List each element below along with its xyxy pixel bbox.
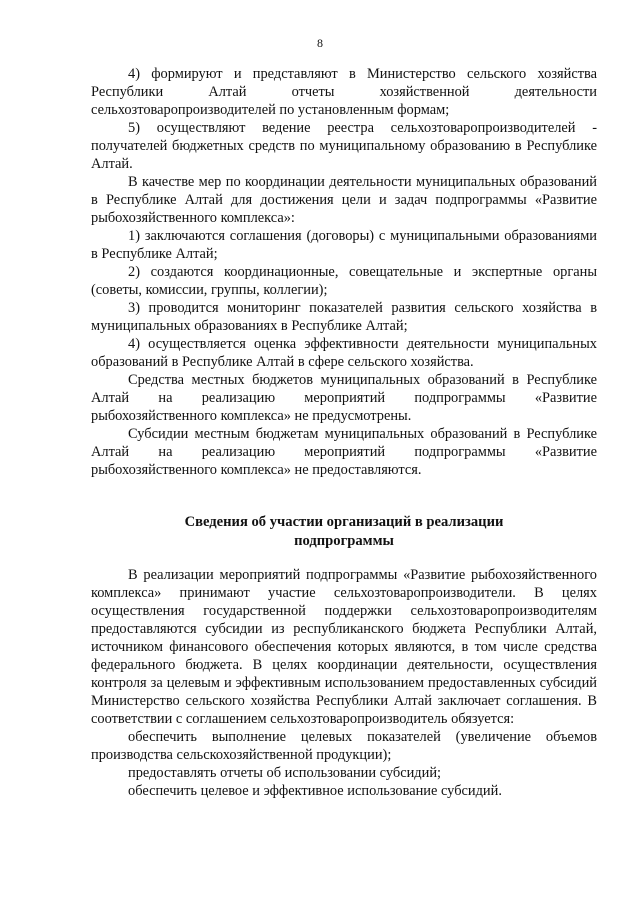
- paragraph: Средства местных бюджетов муниципальных образований в Республике Алтай на реализацию мероприятий подпрограммы «Развитие рыбохозяйственного комплекса» не предусмотрены.: [91, 372, 597, 424]
- paragraph: 2) создаются координационные, совещательные и экспертные органы (советы, комиссии, группы, коллегии);: [91, 264, 597, 298]
- paragraph: предоставлять отчеты об использовании субсидий;: [128, 765, 442, 781]
- paragraph: обеспечить выполнение целевых показателей (увеличение объемов производства сельскохозяйственной продукции);: [91, 729, 597, 763]
- section-heading: Сведения об участии организаций в реализации подпрограммы: [184, 514, 504, 549]
- paragraph: 4) осуществляется оценка эффективности деятельности муниципальных образований в Республике Алтай в сфере сельского хозяйства.: [91, 336, 597, 370]
- page-number: 8: [317, 36, 323, 50]
- paragraph: В реализации мероприятий подпрограммы «Развитие рыбохозяйственного комплекса» принимают участие сельхозтоваропроизводители. В целях осуществления государственной поддержки сельхозтоваропроизводителям предоставляются субсидии из республиканского бюджета Республики Алтай, источником финансового обеспечения которых являются, в том числе средства федерального бюджета. В целях координации деятельности, осуществления контроля за целевым и эффективным использованием предоставленных субсидий Министерство сельского хозяйства Республики Алтай заключает соглашения. В соответствии с соглашением сельхозтоваропроизводитель обязуется:: [91, 567, 597, 727]
- paragraph: 5) осуществляют ведение реестра сельхозтоваропроизводителей - получателей бюджетных средств по муниципальному образованию в Республике Алтай.: [91, 120, 597, 172]
- paragraph: 3) проводится мониторинг показателей развития сельского хозяйства в муниципальных образованиях в Республике Алтай;: [91, 300, 597, 334]
- paragraph: Субсидии местным бюджетам муниципальных образований в Республике Алтай на реализацию мероприятий подпрограммы «Развитие рыбохозяйственного комплекса» не предоставляются.: [91, 426, 597, 478]
- paragraph: 1) заключаются соглашения (договоры) с муниципальными образованиями в Республике Алтай;: [91, 228, 597, 262]
- paragraph: обеспечить целевое и эффективное использование субсидий.: [128, 783, 502, 799]
- paragraph: В качестве мер по координации деятельности муниципальных образований в Республике Алтай для достижения цели и задач подпрограммы «Развитие рыбохозяйственного комплекса»:: [91, 174, 597, 226]
- paragraph: 4) формируют и представляют в Министерство сельского хозяйства Республики Алтай отчеты хозяйственной деятельности сельхозтоваропроизводителей по установленным формам;: [91, 66, 597, 118]
- document-body: [91, 65, 597, 800]
